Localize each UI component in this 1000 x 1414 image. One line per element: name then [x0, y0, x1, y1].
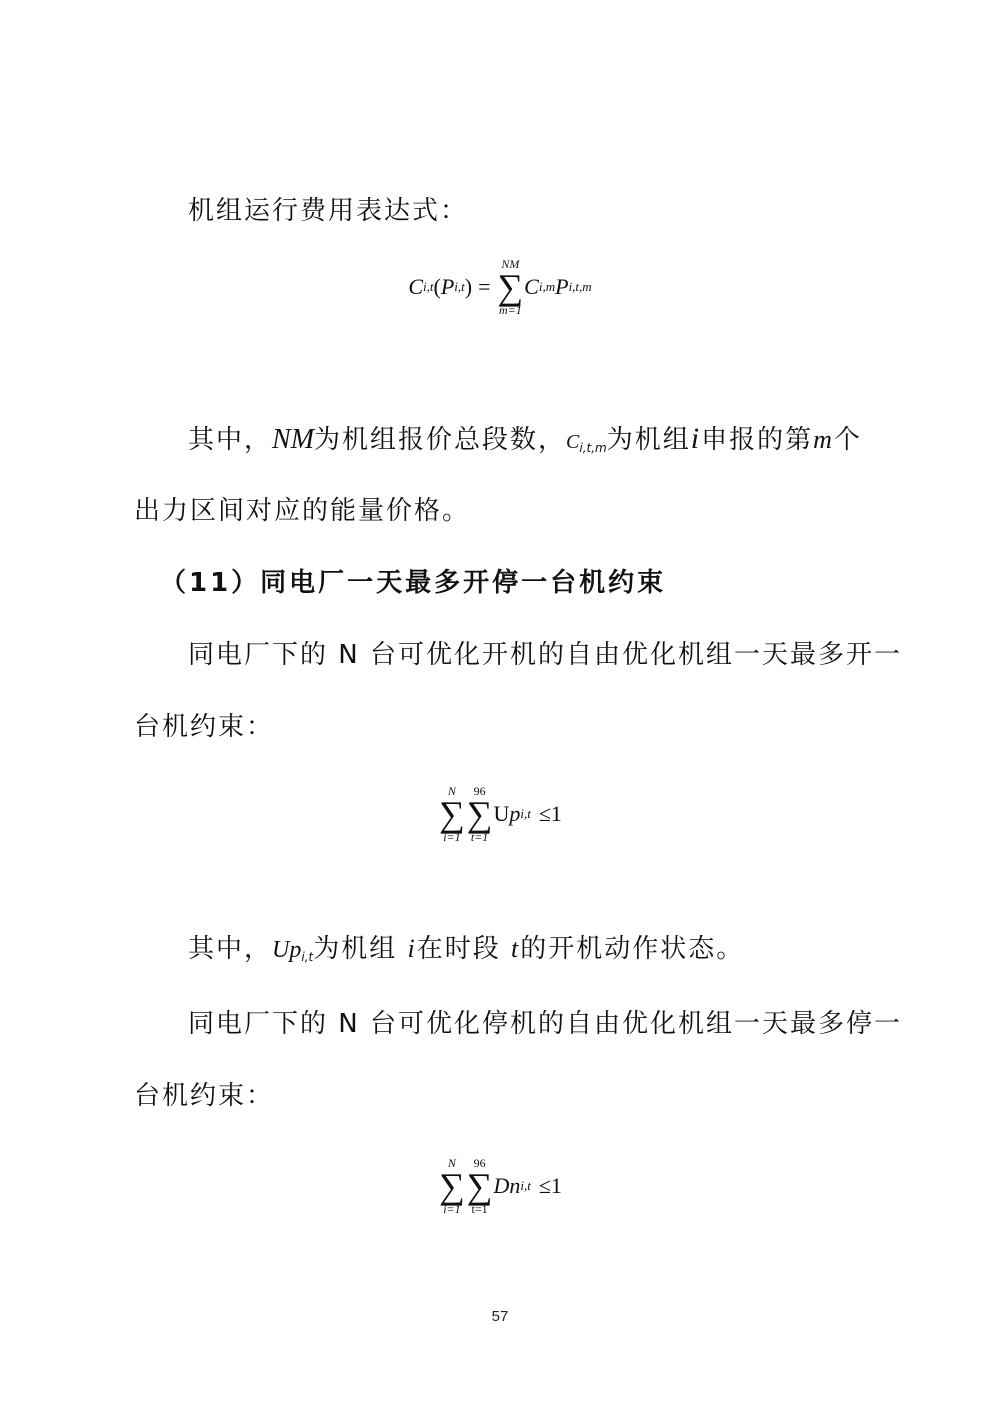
formula1-equals: = [478, 274, 491, 299]
p2-text-4: 申报的第 [701, 425, 814, 455]
p4-t-symbol: t [511, 934, 521, 963]
p2-nm-symbol: NM [272, 424, 315, 455]
formula2-sigma-i: ∑ [439, 794, 465, 834]
p2-m-symbol: m [813, 425, 834, 454]
formula3-var-dn: Dn [493, 1173, 521, 1198]
paragraph-up-definition [188, 928, 878, 978]
formula1-summation [498, 258, 524, 316]
paragraph-stop-constraint-line1: 同电厂下的 N 台可优化停机的自由优化机组一天最多停一 [188, 1009, 902, 1039]
formula2-sum-i-lower: i=1 [443, 830, 461, 844]
p4-up-subscript: i,t [301, 950, 314, 964]
formula2-var-subscript: i,t [520, 806, 531, 821]
paragraph-start-constraint-line1: 同电厂下的 N 台可优化开机的自由优化机组一天最多开一 [188, 640, 902, 670]
formula1-lhs-c: C [408, 274, 423, 299]
formula2-sum-t-lower: t=1 [470, 830, 489, 844]
paragraph-nm-definition-continued: 出力区间对应的能量价格。 [134, 496, 471, 526]
formula2-var-p: p [509, 801, 521, 826]
formula2-var-u: U [493, 801, 510, 826]
formula1-rhs-p: P [555, 274, 569, 299]
p4-text-2: 为机组 [313, 934, 398, 964]
formula-start-constraint [0, 782, 1000, 843]
formula3-summation-t [467, 1157, 493, 1215]
p4-up-symbol: Up [272, 937, 302, 963]
formula1-sigma: ∑ [497, 267, 524, 307]
formula3-sum-i-lower: i=1 [443, 1202, 461, 1216]
section-heading-11: （11）同电厂一天最多开停一台机约束 [160, 568, 667, 598]
formula2-sigma-t: ∑ [466, 794, 493, 834]
p2-c-symbol: C [566, 431, 580, 453]
formula2-relation: ≤1 [538, 801, 562, 826]
p2-text-1: 其中， [188, 425, 273, 455]
p2-text-3: 为机组 [606, 425, 691, 455]
formula3-sum-i-upper: N [447, 1156, 456, 1170]
p4-text-4: 的开机动作状态。 [520, 934, 745, 964]
paragraph-stop-constraint-line2: 台机约束： [134, 1081, 275, 1111]
formula1-lhs-p: P [440, 274, 455, 299]
formula-unit-operating-cost [0, 258, 1000, 316]
formula-stop-constraint [0, 1154, 1000, 1215]
paragraph-nm-definition [188, 418, 878, 469]
p2-text-5: 个 [833, 425, 862, 455]
formula3-summation-i [439, 1157, 465, 1215]
p2-i-symbol: i [690, 422, 702, 455]
formula1-sum-lower-limit: m=1 [498, 303, 522, 317]
formula3-sum-t-upper: 96 [473, 1156, 486, 1170]
formula3-sigma-i: ∑ [439, 1166, 465, 1206]
formula1-lhs-p-subscript: i,t [454, 279, 465, 294]
formula1-lhs-c-subscript: i,t [423, 279, 434, 294]
formula1-sum-upper-limit: NM [501, 257, 520, 271]
formula1-rhs-p-subscript: i,t,m [568, 279, 592, 294]
paragraph-start-constraint-line2: 台机约束： [134, 712, 275, 742]
formula2-sum-i-upper: N [447, 784, 456, 798]
p2-text-2: 为机组报价总段数， [314, 425, 567, 455]
p4-text-3: 在时段 [416, 934, 501, 964]
formula3-relation: ≤1 [538, 1173, 562, 1198]
formula3-sigma-t: ∑ [466, 1166, 493, 1206]
page-number: 57 [491, 1308, 509, 1325]
formula2-summation-t [467, 785, 493, 843]
paragraph-cost-expression-intro: 机组运行费用表达式： [188, 196, 469, 226]
p4-i-symbol: i [407, 934, 417, 963]
formula3-sum-t-lower: t=1 [471, 1202, 488, 1216]
p2-c-subscript: i,t,m [579, 441, 607, 455]
formula2-sum-t-upper: 96 [473, 784, 486, 798]
p4-text-1: 其中， [188, 934, 273, 964]
formula1-close-paren: ) [464, 274, 473, 299]
formula1-open-paren: ( [433, 274, 441, 299]
formula1-rhs-c-subscript: i,m [538, 279, 556, 294]
formula3-var-subscript: i,t [520, 1178, 531, 1193]
formula1-rhs-c: C [524, 274, 539, 299]
formula2-summation-i [439, 785, 465, 843]
